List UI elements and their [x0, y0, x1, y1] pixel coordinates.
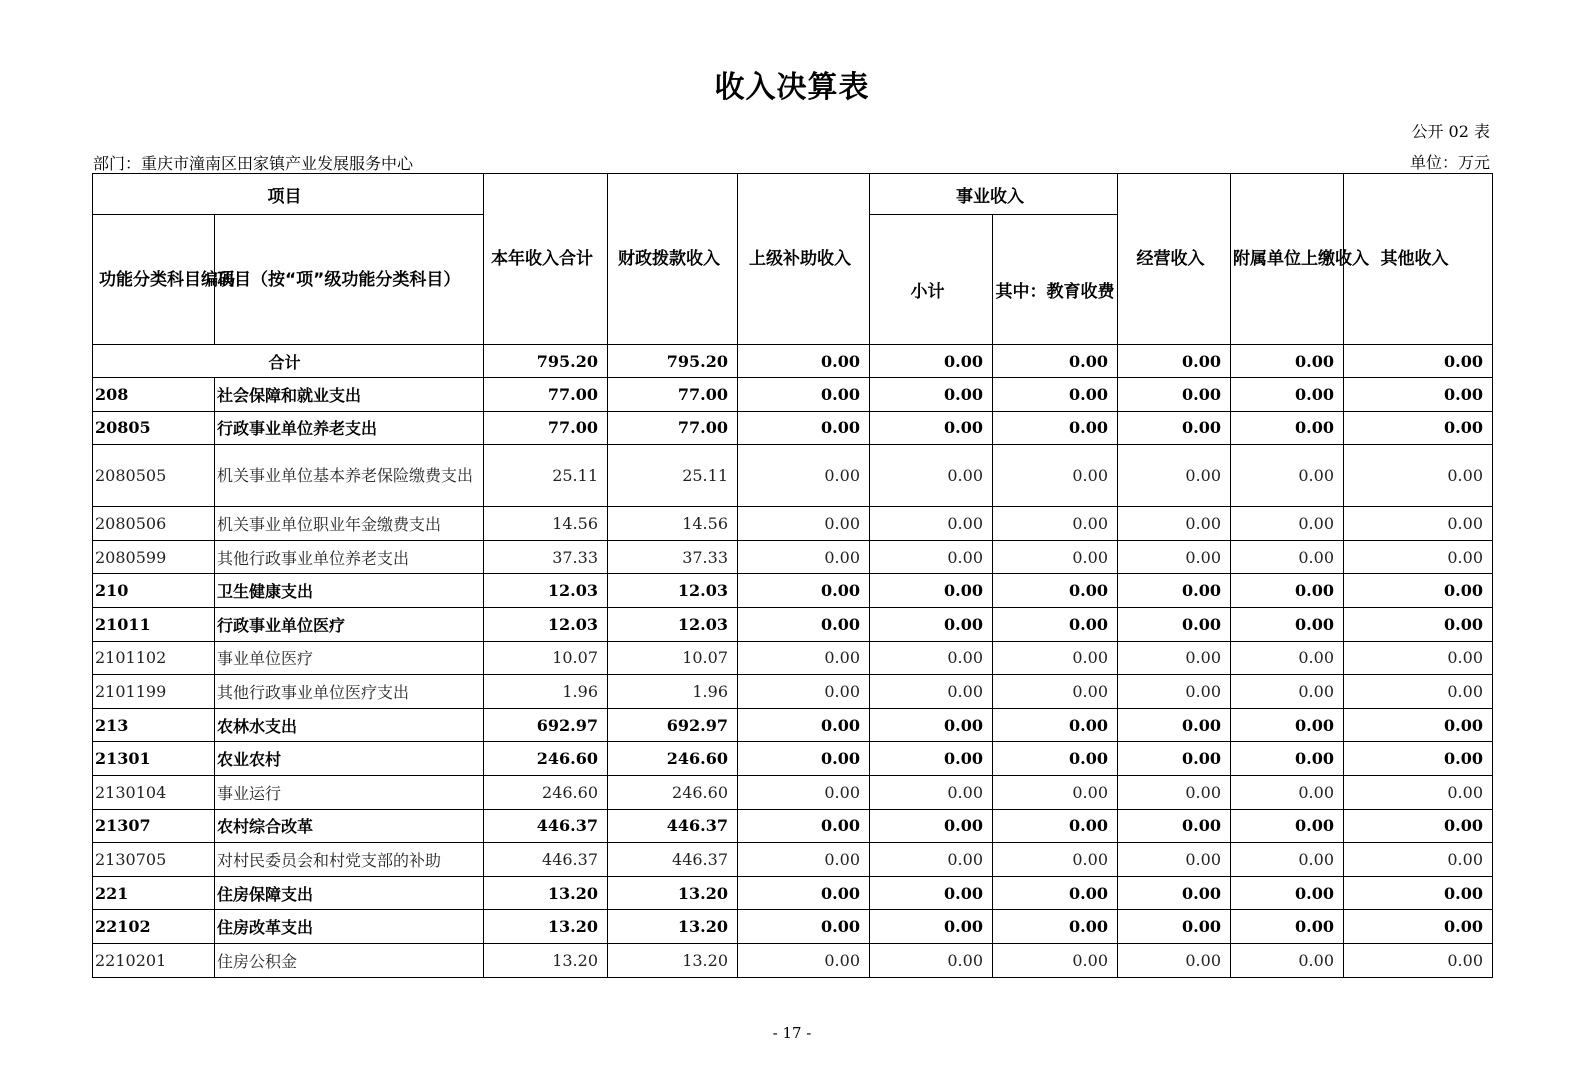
row-value: 0.00: [870, 708, 993, 742]
total-row: [93, 345, 1493, 378]
row-value: 0.00: [993, 411, 1118, 445]
total-label: 合计: [93, 345, 484, 378]
row-value: 0.00: [993, 445, 1118, 507]
row-value: 0.00: [993, 876, 1118, 910]
row-value: 0.00: [1118, 507, 1231, 541]
row-value: 0.00: [1118, 378, 1231, 412]
row-value: 0.00: [870, 742, 993, 776]
row-value: 0.00: [1231, 742, 1344, 776]
row-value: 0.00: [738, 775, 870, 809]
row-value: 0.00: [1118, 675, 1231, 709]
row-value: 0.00: [1118, 574, 1231, 608]
row-value: 0.00: [993, 708, 1118, 742]
total-cell: 0.00: [993, 345, 1118, 378]
row-value: 13.20: [608, 876, 738, 910]
row-value: 0.00: [870, 675, 993, 709]
row-name: 农村综合改革: [215, 809, 484, 843]
row-name: 行政事业单位养老支出: [215, 411, 484, 445]
row-value: 0.00: [738, 445, 870, 507]
row-value: 0.00: [993, 843, 1118, 877]
row-value: 12.03: [484, 574, 608, 608]
row-name: 社会保障和就业支出: [215, 378, 484, 412]
row-value: 0.00: [1118, 607, 1231, 641]
row-value: 10.07: [608, 641, 738, 675]
row-code: 2130705: [93, 843, 215, 877]
row-value: 0.00: [1231, 843, 1344, 877]
row-value: 25.11: [484, 445, 608, 507]
row-value: 0.00: [1118, 809, 1231, 843]
row-value: 37.33: [484, 540, 608, 574]
header-affiliated: 附属单位上缴收入: [1231, 174, 1344, 345]
row-value: 77.00: [608, 411, 738, 445]
row-value: 0.00: [1118, 843, 1231, 877]
row-value: 0.00: [1231, 540, 1344, 574]
row-name: 机关事业单位职业年金缴费支出: [215, 507, 484, 541]
row-value: 0.00: [1344, 607, 1493, 641]
row-value: 0.00: [1344, 943, 1493, 977]
row-value: 0.00: [870, 540, 993, 574]
row-value: 0.00: [1231, 607, 1344, 641]
row-value: 0.00: [1118, 910, 1231, 944]
row-value: 246.60: [608, 775, 738, 809]
row-value: 0.00: [738, 540, 870, 574]
row-code: 2080506: [93, 507, 215, 541]
row-value: 0.00: [738, 843, 870, 877]
row-name: 其他行政事业单位医疗支出: [215, 675, 484, 709]
row-value: 14.56: [608, 507, 738, 541]
header-business: 事业收入: [870, 174, 1118, 215]
row-value: 0.00: [1344, 742, 1493, 776]
row-value: 0.00: [1118, 641, 1231, 675]
row-value: 446.37: [484, 843, 608, 877]
header-fiscal: 财政拨款收入: [608, 174, 738, 345]
row-value: 13.20: [484, 910, 608, 944]
row-value: 246.60: [484, 742, 608, 776]
row-value: 0.00: [870, 910, 993, 944]
row-value: 25.11: [608, 445, 738, 507]
row-value: 10.07: [484, 641, 608, 675]
row-value: 0.00: [738, 378, 870, 412]
row-code: 221: [93, 876, 215, 910]
row-value: 0.00: [1344, 775, 1493, 809]
row-value: 0.00: [993, 378, 1118, 412]
row-value: 0.00: [1231, 507, 1344, 541]
row-code: 21011: [93, 607, 215, 641]
row-value: 0.00: [1344, 910, 1493, 944]
row-value: 0.00: [993, 574, 1118, 608]
row-value: 0.00: [993, 675, 1118, 709]
row-code: 21307: [93, 809, 215, 843]
table-row: [93, 708, 1493, 742]
row-value: 0.00: [993, 641, 1118, 675]
total-cell: 0.00: [1231, 345, 1344, 378]
row-value: 0.00: [870, 641, 993, 675]
row-value: 0.00: [1231, 809, 1344, 843]
table-row: [93, 843, 1493, 877]
row-value: 13.20: [484, 943, 608, 977]
row-value: 0.00: [738, 607, 870, 641]
page-title: 收入决算表: [714, 70, 870, 105]
row-value: 692.97: [608, 708, 738, 742]
row-value: 446.37: [608, 843, 738, 877]
row-value: 0.00: [993, 507, 1118, 541]
row-value: 0.00: [738, 910, 870, 944]
row-value: 12.03: [608, 574, 738, 608]
row-value: 77.00: [484, 378, 608, 412]
row-name: 农林水支出: [215, 708, 484, 742]
table-row: [93, 641, 1493, 675]
row-value: 0.00: [1231, 445, 1344, 507]
row-value: 0.00: [1231, 876, 1344, 910]
header-subtotal: 小计: [870, 215, 993, 345]
total-cell: 0.00: [738, 345, 870, 378]
row-value: 0.00: [1344, 507, 1493, 541]
row-value: 0.00: [993, 742, 1118, 776]
row-value: 446.37: [484, 809, 608, 843]
row-value: 0.00: [1344, 876, 1493, 910]
row-value: 0.00: [1118, 775, 1231, 809]
row-value: 0.00: [1231, 411, 1344, 445]
header-project: 项目: [93, 174, 484, 215]
table-row: [93, 574, 1493, 608]
department-label: 部门：重庆市潼南区田家镇产业发展服务中心: [93, 154, 414, 173]
row-value: 0.00: [1118, 445, 1231, 507]
row-name: 住房改革支出: [215, 910, 484, 944]
row-value: 0.00: [1231, 708, 1344, 742]
row-value: 0.00: [1231, 910, 1344, 944]
row-value: 0.00: [1344, 445, 1493, 507]
row-code: 2210201: [93, 943, 215, 977]
row-name: 事业单位医疗: [215, 641, 484, 675]
row-code: 2101199: [93, 675, 215, 709]
header-superior: 上级补助收入: [738, 174, 870, 345]
row-value: 1.96: [484, 675, 608, 709]
row-code: 2080505: [93, 445, 215, 507]
row-value: 0.00: [870, 378, 993, 412]
row-value: 0.00: [870, 445, 993, 507]
row-value: 0.00: [870, 843, 993, 877]
row-value: 692.97: [484, 708, 608, 742]
table-row: [93, 742, 1493, 776]
row-value: 0.00: [993, 540, 1118, 574]
table-row: [93, 910, 1493, 944]
row-value: 77.00: [484, 411, 608, 445]
total-cell: 795.20: [484, 345, 608, 378]
row-value: 0.00: [738, 742, 870, 776]
row-code: 213: [93, 708, 215, 742]
row-value: 0.00: [738, 943, 870, 977]
total-cell: 0.00: [1118, 345, 1231, 378]
row-value: 0.00: [870, 607, 993, 641]
table-number: 公开 02 表: [1411, 122, 1490, 141]
table-row: [93, 943, 1493, 977]
page-number: - 17 -: [772, 1024, 812, 1042]
row-value: 0.00: [738, 876, 870, 910]
row-value: 0.00: [870, 876, 993, 910]
row-name: 卫生健康支出: [215, 574, 484, 608]
row-name: 机关事业单位基本养老保险缴费支出: [215, 445, 484, 507]
row-value: 0.00: [993, 943, 1118, 977]
row-value: 0.00: [1118, 540, 1231, 574]
row-value: 0.00: [1344, 809, 1493, 843]
table-row: [93, 809, 1493, 843]
table-row: [93, 775, 1493, 809]
row-value: 0.00: [738, 507, 870, 541]
row-value: 0.00: [1344, 641, 1493, 675]
header-name: 项目（按“项”级功能分类科目）: [215, 215, 484, 345]
row-value: 0.00: [1344, 378, 1493, 412]
row-value: 0.00: [1231, 775, 1344, 809]
row-value: 13.20: [608, 943, 738, 977]
row-value: 0.00: [870, 574, 993, 608]
row-value: 0.00: [738, 411, 870, 445]
table-row: [93, 378, 1493, 412]
row-code: 210: [93, 574, 215, 608]
row-value: 0.00: [993, 809, 1118, 843]
row-value: 0.00: [870, 411, 993, 445]
row-value: 0.00: [1231, 943, 1344, 977]
row-value: 0.00: [1118, 411, 1231, 445]
row-name: 其他行政事业单位养老支出: [215, 540, 484, 574]
row-value: 0.00: [738, 675, 870, 709]
header-education: 其中：教育收费: [993, 215, 1118, 345]
row-value: 0.00: [993, 910, 1118, 944]
row-value: 37.33: [608, 540, 738, 574]
row-value: 1.96: [608, 675, 738, 709]
row-value: 0.00: [1344, 708, 1493, 742]
row-value: 246.60: [484, 775, 608, 809]
table-row: [93, 445, 1493, 507]
table-row: [93, 540, 1493, 574]
row-code: 2130104: [93, 775, 215, 809]
row-code: 21301: [93, 742, 215, 776]
row-value: 0.00: [1231, 378, 1344, 412]
row-value: 0.00: [1344, 540, 1493, 574]
row-value: 0.00: [1344, 574, 1493, 608]
row-value: 0.00: [1118, 876, 1231, 910]
row-code: 20805: [93, 411, 215, 445]
row-value: 12.03: [608, 607, 738, 641]
row-code: 22102: [93, 910, 215, 944]
total-cell: 0.00: [870, 345, 993, 378]
row-name: 行政事业单位医疗: [215, 607, 484, 641]
income-table: [92, 173, 1493, 978]
unit-label: 单位：万元: [1409, 153, 1490, 172]
row-value: 0.00: [870, 809, 993, 843]
row-value: 0.00: [870, 943, 993, 977]
row-value: 13.20: [608, 910, 738, 944]
header-total: 本年收入合计: [484, 174, 608, 345]
row-value: 0.00: [738, 708, 870, 742]
row-value: 446.37: [608, 809, 738, 843]
row-value: 0.00: [1118, 708, 1231, 742]
table-row: [93, 675, 1493, 709]
row-value: 0.00: [1344, 411, 1493, 445]
row-value: 13.20: [484, 876, 608, 910]
row-value: 0.00: [993, 607, 1118, 641]
row-value: 14.56: [484, 507, 608, 541]
row-value: 0.00: [1118, 943, 1231, 977]
row-name: 对村民委员会和村党支部的补助: [215, 843, 484, 877]
total-cell: 795.20: [608, 345, 738, 378]
table-row: [93, 507, 1493, 541]
row-value: 0.00: [738, 574, 870, 608]
row-value: 0.00: [870, 507, 993, 541]
row-value: 0.00: [1344, 675, 1493, 709]
header-code: 功能分类科目编码: [93, 215, 215, 345]
row-name: 农业农村: [215, 742, 484, 776]
table-row: [93, 411, 1493, 445]
row-value: 0.00: [738, 641, 870, 675]
row-value: 0.00: [993, 775, 1118, 809]
table-row: [93, 876, 1493, 910]
row-name: 事业运行: [215, 775, 484, 809]
table-row: [93, 607, 1493, 641]
row-value: 0.00: [1231, 675, 1344, 709]
row-name: 住房公积金: [215, 943, 484, 977]
total-cell: 0.00: [1344, 345, 1493, 378]
row-value: 246.60: [608, 742, 738, 776]
row-value: 0.00: [870, 775, 993, 809]
header-other: 其他收入: [1344, 174, 1493, 345]
row-name: 住房保障支出: [215, 876, 484, 910]
row-value: 0.00: [1344, 843, 1493, 877]
row-code: 208: [93, 378, 215, 412]
row-code: 2080599: [93, 540, 215, 574]
row-code: 2101102: [93, 641, 215, 675]
row-value: 0.00: [738, 809, 870, 843]
header-operating: 经营收入: [1118, 174, 1231, 345]
row-value: 0.00: [1231, 641, 1344, 675]
row-value: 0.00: [1118, 742, 1231, 776]
row-value: 0.00: [1231, 574, 1344, 608]
row-value: 12.03: [484, 607, 608, 641]
row-value: 77.00: [608, 378, 738, 412]
